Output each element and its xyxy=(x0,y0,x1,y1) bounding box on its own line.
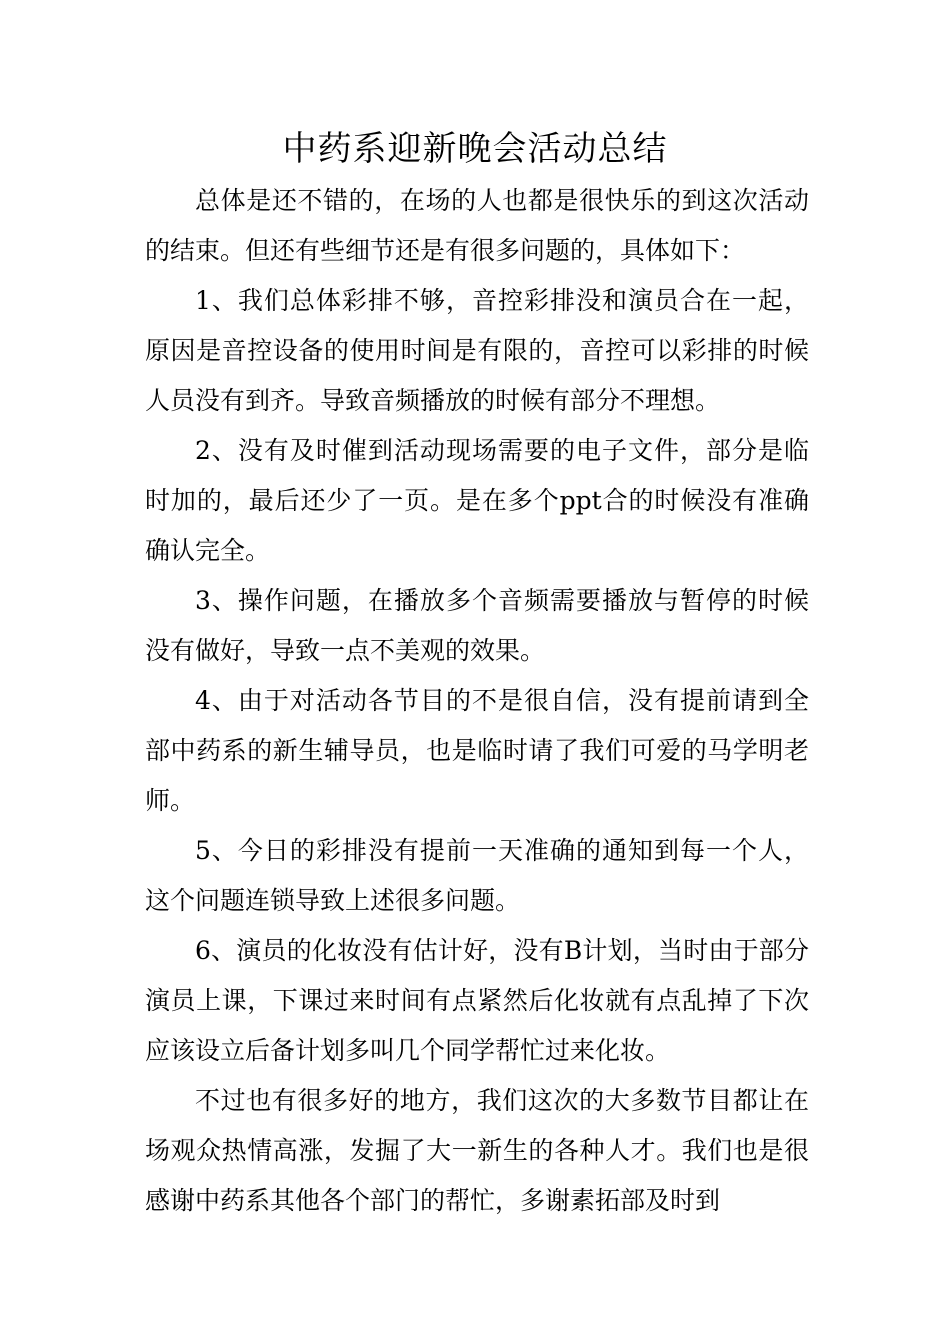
document-title: 中药系迎新晚会活动总结 xyxy=(282,129,668,169)
document-body xyxy=(145,176,809,1226)
paragraph-item-5: 5、今日的彩排没有提前一天准确的通知到每一个人，这个问题连锁导致上述很多问题。 xyxy=(145,836,809,915)
paragraph-item-2: 2、没有及时催到活动现场需要的电子文件，部分是临时加的，最后还少了一页。是在多个ppt合的时候没有准确确认完全。 xyxy=(145,436,809,565)
paragraph-item-4: 4、由于对活动各节目的不是很自信，没有提前请到全部中药系的新生辅导员，也是临时请了我们可爱的马学明老师。 xyxy=(145,686,809,815)
paragraph-item-3: 3、操作问题，在播放多个音频需要播放与暂停的时候没有做好，导致一点不美观的效果。 xyxy=(145,586,809,665)
paragraph-item-6: 6、演员的化妆没有估计好，没有B计划，当时由于部分演员上课，下课过来时间有点紧然后化妆就有点乱掉了下次应该设立后备计划多叫几个同学帮忙过来化妆。 xyxy=(145,936,809,1065)
paragraph-intro: 总体是还不错的，在场的人也都是很快乐的到这次活动的结束。但还有些细节还是有很多问题的，具体如下： xyxy=(145,186,809,265)
paragraph-item-1: 1、我们总体彩排不够，音控彩排没和演员合在一起，原因是音控设备的使用时间是有限的，音控可以彩排的时候人员没有到齐。导致音频播放的时候有部分不理想。 xyxy=(145,286,809,415)
paragraph-conclusion: 不过也有很多好的地方，我们这次的大多数节目都让在场观众热情高涨，发掘了大一新生的各种人才。我们也是很感谢中药系其他各个部门的帮忙，多谢素拓部及时到 xyxy=(145,1086,809,1215)
